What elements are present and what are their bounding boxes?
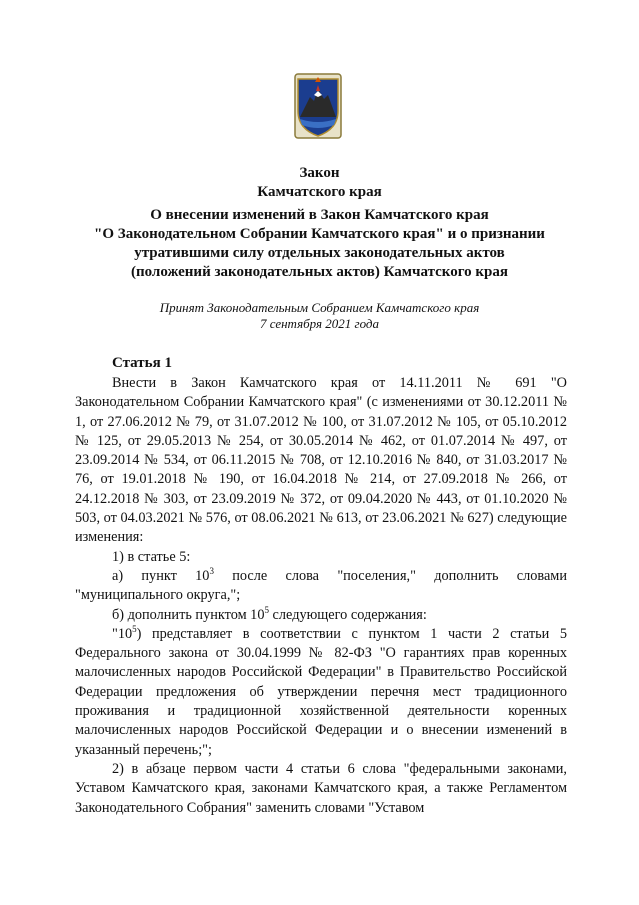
item-text: а) пункт 10 <box>112 567 210 584</box>
superscript: 5 <box>264 604 269 615</box>
superscript: 3 <box>209 566 214 577</box>
item-text: после слова "поселения," дополнить словами "муниципального округа,"; <box>75 567 567 604</box>
list-item-2: 2) в абзаце первом части 4 статьи 6 слова "федеральными законами, Уставом Камчатского края, законами Камчатского края, а также Регламентом Законодательного Собрания" заменить словами "Уставом <box>75 760 567 816</box>
subtitle-line: О внесении изменений в Закон Камчатского края <box>150 207 489 223</box>
adoption-date: 7 сентября 2021 года <box>259 316 380 331</box>
adopted-by: Принят Законодательным Собранием Камчатского края <box>159 300 480 315</box>
list-item-1b <box>75 606 567 625</box>
adoption-info <box>60 300 579 332</box>
item-text: б) дополнить пунктом 10 <box>112 606 265 623</box>
article-intro-paragraph: Внести в Закон Камчатского края от 14.11.2011 № 691 "О Законодательном Собрании Камчатского края" (с изменениями от 30.12.2011 № 1, от 27.06.2012 № 79, от 31.07.2012 № 100, от 31.07.2012 № 105, от 05.10.2012 № 125, от 29.05.2013 № 254, от 30.05.2014 № 462, от 01.07.2014 № 497, от 23.09.2014 № 534, от 06.11.2015 № 708, от 12.10.2016 № 840, от 31.03.2017 № 76, от 19.01.2018 № 190, от 16.04.2018 № 214, от 27.09.2018 № 266, от 24.12.2018 № 303, от 23.09.2019 № 372, от 09.04.2020 № 443, от 01.10.2020 № 503, от 04.03.2021 № 576, от 08.06.2021 № 613, от 23.06.2021 № 627) следующие изменения: <box>75 375 567 546</box>
subtitle-line: "О Законодательном Собрании Камчатского края" и о признании <box>94 226 545 242</box>
quoted-paragraph <box>75 625 567 760</box>
title-line-1: Закон <box>299 165 340 181</box>
law-title <box>60 164 579 202</box>
item-text: следующего содержания: <box>268 606 427 623</box>
item-text: ) представляет в соответствии с пунктом 1 части 2 статьи 5 Федерального закона от 30.04.1999 № 82-ФЗ "О гарантиях прав коренных малочисленных народов Российской Федерации" в Правительство Российской Федерации предложения об утверждении перечня мест традиционного проживания и традиционной хозяйственной деятельности коренных малочисленных народов Российской Федерации и о внесении изменений в указанный перечень;"; <box>75 625 567 758</box>
law-subtitle <box>60 206 579 282</box>
item-text: "10 <box>112 625 133 642</box>
subtitle-line: утратившими силу отдельных законодательных актов <box>134 245 505 261</box>
subtitle-line: (положений законодательных актов) Камчатского края <box>130 264 509 280</box>
kamchatka-coat-of-arms-icon <box>294 73 342 139</box>
list-item-1a <box>75 567 567 606</box>
list-item-1: 1) в статье 5: <box>112 548 191 565</box>
article-body <box>75 374 567 818</box>
title-line-2: Камчатского края <box>257 184 382 200</box>
superscript: 5 <box>132 624 137 635</box>
article-heading: Статья 1 <box>112 355 172 371</box>
